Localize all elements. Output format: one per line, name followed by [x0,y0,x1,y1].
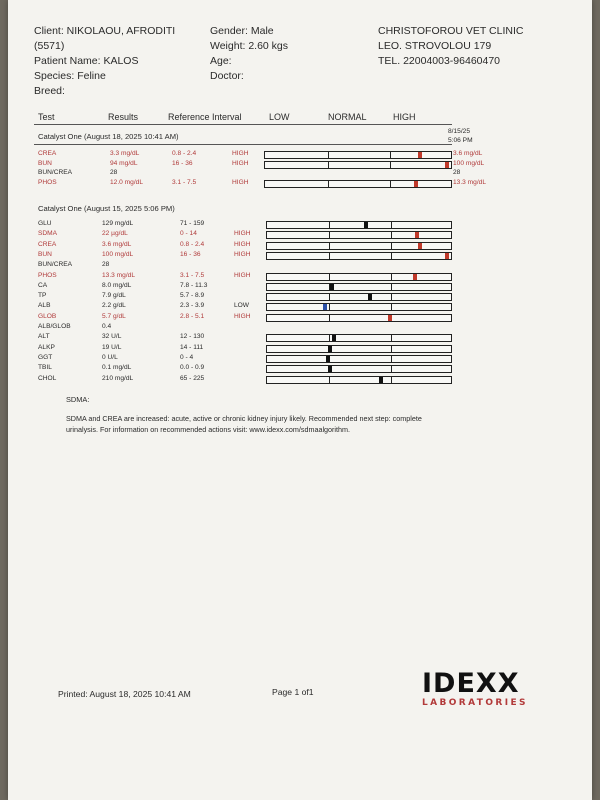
notes-text: SDMA and CREA are increased: acute, active or chronic kidney injury likely. Recommended next step: complete urinalysis. For information on recommended actions visit: www.idexx.com/sdmaalgorithm. [66,414,422,434]
bar-divider [390,181,391,187]
result-marker [332,335,336,341]
flag: LOW [234,302,250,309]
range-bar [266,345,452,353]
range-bar [266,283,452,291]
result-value: 8.0 mg/dL [102,282,132,289]
doctor: Doctor: [210,70,244,82]
clinic-phone: TEL. 22004003-96460470 [378,55,501,67]
reference-interval: 14 - 111 [180,344,204,351]
previous-result: 28 [453,169,461,176]
flag: HIGH [232,160,249,167]
panel1-rule [34,144,452,145]
reference-interval: 16 - 36 [172,160,193,167]
test-name: BUN/CREA [38,169,73,176]
previous-time: 5:06 PM [448,137,473,144]
reference-interval: 7.8 - 11.3 [180,282,208,289]
result-marker [330,284,334,290]
bar-divider [391,294,392,300]
flag: HIGH [232,179,249,186]
flag: HIGH [232,150,249,157]
result-value: 7.9 g/dL [102,292,126,299]
bar-divider [329,377,330,383]
bar-divider [391,284,392,290]
test-name: SDMA [38,230,58,237]
col-normal: NORMAL [328,112,367,122]
reference-interval: 3.1 - 7.5 [172,179,197,186]
idexx-logo: IDEXX [422,668,520,699]
flag: HIGH [234,241,251,248]
test-name: GLU [38,220,52,227]
flag: HIGH [234,272,251,279]
result-marker [323,304,327,310]
previous-result: 13.3 mg/dL [453,179,486,186]
result-value: 2.2 g/dL [102,302,126,309]
bar-divider [391,366,392,372]
clinic-address: LEO. STROVOLOU 179 [378,40,492,52]
test-name: GLOB [38,313,57,320]
result-value: 19 U/L [102,344,122,351]
reference-interval: 5.7 - 8.9 [180,292,205,299]
printed-date: Printed: August 18, 2025 10:41 AM [58,689,191,699]
bar-divider [391,346,392,352]
result-value: 210 mg/dL [102,375,134,382]
result-marker [328,366,332,372]
range-bar [266,376,452,384]
test-name: GGT [38,354,53,361]
clinic-name: CHRISTOFOROU VET CLINIC [378,25,524,37]
result-value: 0.4 [102,323,112,330]
bar-divider [391,274,392,280]
bar-divider [329,274,330,280]
flag: HIGH [234,230,251,237]
result-value: 12.0 mg/dL [110,179,143,186]
range-bar [266,273,452,281]
bar-divider [328,162,329,168]
reference-interval: 2.3 - 3.9 [180,302,205,309]
test-name: ALB/GLOB [38,323,71,330]
range-bar [264,151,452,159]
result-marker [368,294,372,300]
test-name: ALKP [38,344,55,351]
result-marker [364,222,368,228]
bar-divider [391,377,392,383]
notes-label: SDMA: [66,395,90,404]
result-marker [445,253,449,259]
bar-divider [390,152,391,158]
flag: HIGH [234,251,251,258]
bar-divider [328,152,329,158]
result-value: 94 mg/dL [110,160,138,167]
bar-divider [329,222,330,228]
bar-divider [329,243,330,249]
reference-interval: 12 - 130 [180,333,205,340]
bar-divider [329,294,330,300]
gender: Gender: Male [210,25,274,37]
result-value: 5.7 g/dL [102,313,126,320]
range-bar [266,221,452,229]
bar-divider [391,222,392,228]
result-value: 100 mg/dL [102,251,134,258]
bar-divider [391,335,392,341]
bar-divider [391,304,392,310]
result-value: 3.3 mg/dL [110,150,140,157]
reference-interval: 65 - 225 [180,375,205,382]
result-value: 28 [110,169,118,176]
bar-divider [329,315,330,321]
test-name: ALT [38,333,50,340]
reference-interval: 0 - 4 [180,354,194,361]
col-test: Test [38,112,55,122]
test-name: CREA [38,241,57,248]
range-bar [266,334,452,342]
bar-divider [329,253,330,259]
breed: Breed: [34,85,65,97]
result-marker [445,162,449,168]
test-name: ALB [38,302,51,309]
client-name: Client: NIKOLAOU, AFRODITI [34,25,176,37]
result-value: 22 µg/dL [102,230,128,237]
result-marker [418,152,422,158]
client-id: (5571) [34,40,65,52]
range-bar [266,252,452,260]
previous-date: 8/15/25 [448,128,470,135]
result-value: 129 mg/dL [102,220,134,227]
age: Age: [210,55,232,67]
col-reference: Reference Interval [168,112,242,122]
range-bar [266,293,452,301]
result-value: 3.6 mg/dL [102,241,132,248]
reference-interval: 0.8 - 2.4 [180,241,205,248]
bar-divider [328,181,329,187]
flag: HIGH [234,313,251,320]
test-name: PHOS [38,272,57,279]
result-value: 32 U/L [102,333,122,340]
col-low: LOW [269,112,290,122]
range-bar [266,314,452,322]
reference-interval: 3.1 - 7.5 [180,272,205,279]
laboratories-wordmark: LABORATORIES [422,698,528,708]
test-name: CREA [38,150,57,157]
result-marker [414,181,418,187]
bar-divider [329,335,330,341]
test-name: CA [38,282,48,289]
bar-divider [329,304,330,310]
lab-report-page [8,0,592,800]
bar-divider [391,232,392,238]
test-name: BUN [38,251,52,258]
page-number: Page 1 of1 [272,687,314,697]
col-results: Results [108,112,139,122]
bar-divider [329,232,330,238]
result-marker [328,346,332,352]
test-name: CHOL [38,375,57,382]
test-name: PHOS [38,179,57,186]
reference-interval: 0.8 - 2.4 [172,150,197,157]
result-marker [413,274,417,280]
test-name: TP [38,292,47,299]
result-value: 0.1 mg/dL [102,364,132,371]
range-bar [266,231,452,239]
reference-interval: 16 - 36 [180,251,201,258]
range-bar [266,303,452,311]
result-value: 28 [102,261,110,268]
result-marker [415,232,419,238]
range-bar [266,365,452,373]
panel1-title: Catalyst One (August 18, 2025 10:41 AM) [38,132,179,141]
result-marker [418,243,422,249]
bar-divider [390,162,391,168]
header-rule [34,124,452,125]
reference-interval: 71 - 159 [180,220,205,227]
range-bar [266,355,452,363]
result-marker [388,315,392,321]
range-bar [264,180,452,188]
col-high: HIGH [393,112,416,122]
bar-divider [391,253,392,259]
species: Species: Feline [34,70,106,82]
test-name: BUN/CREA [38,261,73,268]
bar-divider [391,356,392,362]
previous-result: 100 mg/dL [453,160,485,167]
bar-divider [391,243,392,249]
panel2-title: Catalyst One (August 15, 2025 5:06 PM) [38,204,175,213]
test-name: TBIL [38,364,52,371]
result-value: 0 U/L [102,354,118,361]
patient-name: Patient Name: KALOS [34,55,139,67]
reference-interval: 0 - 14 [180,230,197,237]
result-value: 13.3 mg/dL [102,272,135,279]
reference-interval: 0.0 - 0.9 [180,364,205,371]
range-bar [266,242,452,250]
result-marker [326,356,330,362]
result-marker [379,377,383,383]
weight: Weight: 2.60 kgs [210,40,289,52]
previous-result: 3.6 mg/dL [453,150,483,157]
reference-interval: 2.8 - 5.1 [180,313,205,320]
test-name: BUN [38,160,52,167]
range-bar [264,161,452,169]
